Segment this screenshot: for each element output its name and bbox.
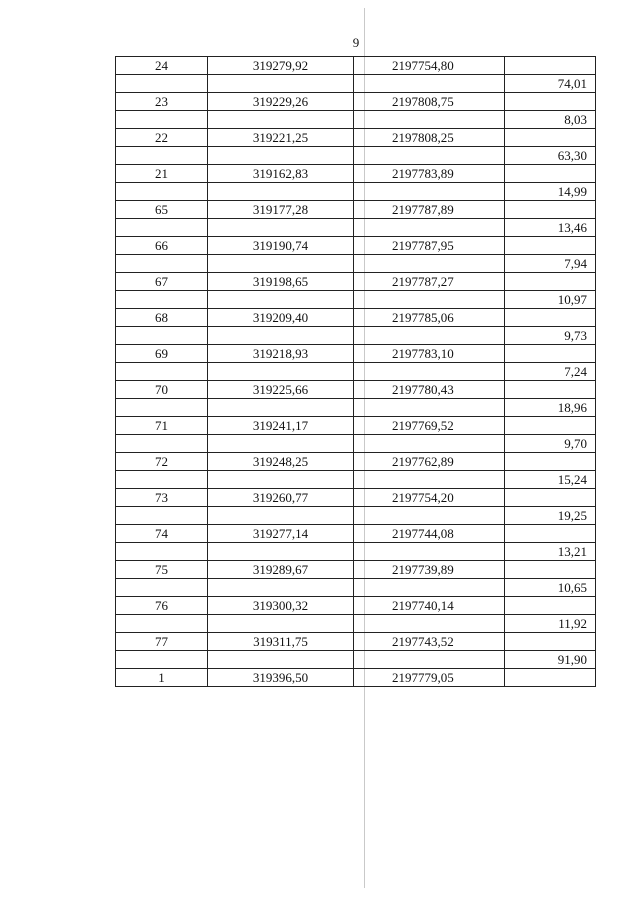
y-coordinate-cell: 2197779,05 [354, 669, 505, 687]
segment-length-cell: 19,25 [505, 507, 596, 525]
length-cell-empty [505, 597, 596, 615]
length-cell-empty [505, 417, 596, 435]
y-coordinate-cell: 2197780,43 [354, 381, 505, 399]
coordinates-table [115, 56, 596, 687]
length-cell-empty [505, 165, 596, 183]
blank-cell [354, 291, 505, 309]
blank-cell [354, 147, 505, 165]
point-number-cell: 1 [116, 669, 208, 687]
point-row [116, 525, 596, 543]
blank-cell [354, 75, 505, 93]
segment-length-cell: 13,21 [505, 543, 596, 561]
y-coordinate-cell: 2197744,08 [354, 525, 505, 543]
point-row [116, 345, 596, 363]
x-coordinate-cell: 319209,40 [208, 309, 354, 327]
point-row [116, 489, 596, 507]
x-coordinate-cell: 319229,26 [208, 93, 354, 111]
y-coordinate-cell: 2197787,89 [354, 201, 505, 219]
x-coordinate-cell: 319198,65 [208, 273, 354, 291]
blank-cell [116, 471, 208, 489]
y-coordinate-cell: 2197739,89 [354, 561, 505, 579]
length-cell-empty [505, 345, 596, 363]
blank-cell [116, 75, 208, 93]
blank-cell [208, 435, 354, 453]
blank-cell [116, 399, 208, 417]
x-coordinate-cell: 319221,25 [208, 129, 354, 147]
y-coordinate-cell: 2197808,25 [354, 129, 505, 147]
blank-cell [354, 615, 505, 633]
blank-cell [208, 291, 354, 309]
segment-row [116, 435, 596, 453]
x-coordinate-cell: 319241,17 [208, 417, 354, 435]
length-cell-empty [505, 669, 596, 687]
blank-cell [208, 579, 354, 597]
x-coordinate-cell: 319162,83 [208, 165, 354, 183]
length-cell-empty [505, 525, 596, 543]
blank-cell [354, 255, 505, 273]
x-coordinate-cell: 319177,28 [208, 201, 354, 219]
length-cell-empty [505, 489, 596, 507]
point-number-cell: 68 [116, 309, 208, 327]
page-number: 9 [352, 35, 360, 50]
segment-row [116, 291, 596, 309]
point-number-cell: 73 [116, 489, 208, 507]
blank-cell [354, 363, 505, 381]
blank-cell [354, 579, 505, 597]
y-coordinate-cell: 2197785,06 [354, 309, 505, 327]
blank-cell [208, 363, 354, 381]
point-row [116, 129, 596, 147]
length-cell-empty [505, 273, 596, 291]
blank-cell [354, 507, 505, 525]
length-cell-empty [505, 381, 596, 399]
length-cell-empty [505, 201, 596, 219]
x-coordinate-cell: 319300,32 [208, 597, 354, 615]
x-coordinate-cell: 319277,14 [208, 525, 354, 543]
y-coordinate-cell: 2197754,80 [354, 57, 505, 75]
segment-length-cell: 14,99 [505, 183, 596, 201]
blank-cell [116, 147, 208, 165]
segment-row [116, 651, 596, 669]
blank-cell [354, 471, 505, 489]
segment-row [116, 471, 596, 489]
blank-cell [116, 363, 208, 381]
blank-cell [208, 651, 354, 669]
point-number-cell: 75 [116, 561, 208, 579]
x-coordinate-cell: 319289,67 [208, 561, 354, 579]
segment-length-cell: 18,96 [505, 399, 596, 417]
point-row [116, 237, 596, 255]
segment-length-cell: 9,73 [505, 327, 596, 345]
point-row [116, 57, 596, 75]
blank-cell [208, 507, 354, 525]
y-coordinate-cell: 2197787,27 [354, 273, 505, 291]
point-row [116, 561, 596, 579]
segment-row [116, 147, 596, 165]
blank-cell [116, 255, 208, 273]
segment-row [116, 219, 596, 237]
x-coordinate-cell: 319311,75 [208, 633, 354, 651]
y-coordinate-cell: 2197787,95 [354, 237, 505, 255]
point-number-cell: 72 [116, 453, 208, 471]
length-cell-empty [505, 453, 596, 471]
segment-length-cell: 13,46 [505, 219, 596, 237]
length-cell-empty [505, 237, 596, 255]
segment-row [116, 255, 596, 273]
blank-cell [354, 183, 505, 201]
segment-row [116, 615, 596, 633]
point-number-cell: 71 [116, 417, 208, 435]
point-number-cell: 24 [116, 57, 208, 75]
blank-cell [354, 111, 505, 129]
y-coordinate-cell: 2197783,89 [354, 165, 505, 183]
x-coordinate-cell: 319190,74 [208, 237, 354, 255]
blank-cell [208, 219, 354, 237]
blank-cell [208, 399, 354, 417]
point-row [116, 201, 596, 219]
point-number-cell: 22 [116, 129, 208, 147]
segment-row [116, 183, 596, 201]
point-row [116, 597, 596, 615]
blank-cell [354, 651, 505, 669]
point-number-cell: 23 [116, 93, 208, 111]
x-coordinate-cell: 319279,92 [208, 57, 354, 75]
point-number-cell: 77 [116, 633, 208, 651]
blank-cell [208, 327, 354, 345]
blank-cell [354, 219, 505, 237]
segment-length-cell: 10,97 [505, 291, 596, 309]
point-number-cell: 70 [116, 381, 208, 399]
blank-cell [354, 399, 505, 417]
segment-row [116, 75, 596, 93]
y-coordinate-cell: 2197743,52 [354, 633, 505, 651]
x-coordinate-cell: 319260,77 [208, 489, 354, 507]
y-coordinate-cell: 2197808,75 [354, 93, 505, 111]
segment-length-cell: 63,30 [505, 147, 596, 165]
point-row [116, 633, 596, 651]
length-cell-empty [505, 129, 596, 147]
y-coordinate-cell: 2197769,52 [354, 417, 505, 435]
segment-length-cell: 7,24 [505, 363, 596, 381]
point-number-cell: 76 [116, 597, 208, 615]
x-coordinate-cell: 319248,25 [208, 453, 354, 471]
blank-cell [354, 327, 505, 345]
point-row [116, 669, 596, 687]
segment-length-cell: 15,24 [505, 471, 596, 489]
point-number-cell: 74 [116, 525, 208, 543]
point-row [116, 453, 596, 471]
point-row [116, 93, 596, 111]
segment-row [116, 507, 596, 525]
blank-cell [208, 75, 354, 93]
segment-length-cell: 9,70 [505, 435, 596, 453]
length-cell-empty [505, 633, 596, 651]
blank-cell [116, 435, 208, 453]
segment-row [116, 111, 596, 129]
blank-cell [116, 291, 208, 309]
blank-cell [208, 147, 354, 165]
point-row [116, 381, 596, 399]
y-coordinate-cell: 2197762,89 [354, 453, 505, 471]
x-coordinate-cell: 319225,66 [208, 381, 354, 399]
y-coordinate-cell: 2197740,14 [354, 597, 505, 615]
point-row [116, 165, 596, 183]
point-row [116, 309, 596, 327]
blank-cell [116, 615, 208, 633]
segment-row [116, 399, 596, 417]
blank-cell [116, 327, 208, 345]
x-coordinate-cell: 319396,50 [208, 669, 354, 687]
segment-row [116, 543, 596, 561]
point-row [116, 273, 596, 291]
blank-cell [354, 435, 505, 453]
blank-cell [116, 651, 208, 669]
length-cell-empty [505, 309, 596, 327]
blank-cell [354, 543, 505, 561]
blank-cell [208, 183, 354, 201]
y-coordinate-cell: 2197783,10 [354, 345, 505, 363]
x-coordinate-cell: 319218,93 [208, 345, 354, 363]
segment-length-cell: 11,92 [505, 615, 596, 633]
blank-cell [116, 219, 208, 237]
blank-cell [208, 111, 354, 129]
length-cell-empty [505, 57, 596, 75]
coordinates-table-body [116, 57, 596, 687]
point-number-cell: 67 [116, 273, 208, 291]
segment-row [116, 327, 596, 345]
point-number-cell: 21 [116, 165, 208, 183]
length-cell-empty [505, 93, 596, 111]
blank-cell [116, 111, 208, 129]
point-number-cell: 66 [116, 237, 208, 255]
segment-length-cell: 8,03 [505, 111, 596, 129]
segment-length-cell: 91,90 [505, 651, 596, 669]
blank-cell [208, 543, 354, 561]
segment-row [116, 579, 596, 597]
blank-cell [116, 543, 208, 561]
blank-cell [208, 255, 354, 273]
blank-cell [116, 579, 208, 597]
segment-length-cell: 10,65 [505, 579, 596, 597]
point-number-cell: 65 [116, 201, 208, 219]
point-number-cell: 69 [116, 345, 208, 363]
segment-row [116, 363, 596, 381]
blank-cell [116, 183, 208, 201]
segment-length-cell: 74,01 [505, 75, 596, 93]
point-row [116, 417, 596, 435]
blank-cell [208, 471, 354, 489]
length-cell-empty [505, 561, 596, 579]
blank-cell [116, 507, 208, 525]
y-coordinate-cell: 2197754,20 [354, 489, 505, 507]
blank-cell [208, 615, 354, 633]
segment-length-cell: 7,94 [505, 255, 596, 273]
